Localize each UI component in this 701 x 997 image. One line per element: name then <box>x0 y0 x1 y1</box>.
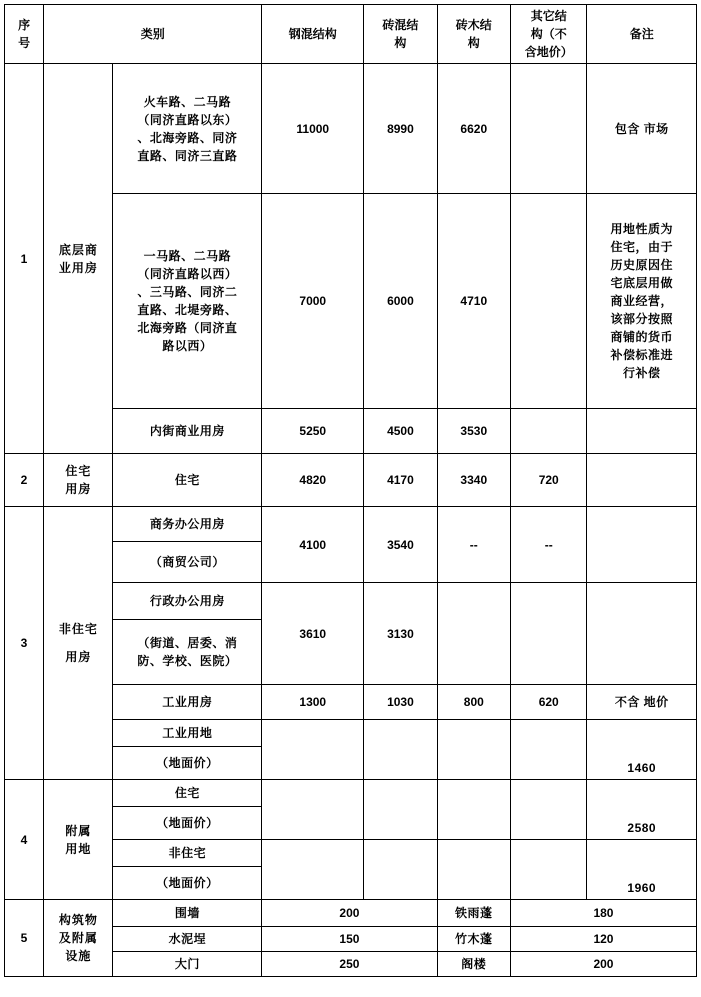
row-item-name: 住宅 <box>113 454 262 507</box>
row-brick-concrete: 6000 <box>364 194 437 409</box>
row-steel-concrete: 1300 <box>262 685 364 720</box>
row-steel-concrete: 3610 <box>262 583 364 685</box>
row-item-name: 铁雨蓬 <box>437 900 510 927</box>
row-remark: 不含 地价 <box>587 685 697 720</box>
row-remark: 1960 <box>587 840 697 900</box>
row-brick-wood <box>437 583 510 685</box>
row-item-name: 工业用房 <box>113 685 262 720</box>
row-remark <box>587 409 697 454</box>
row-item-name: 围墙 <box>113 900 262 927</box>
row-remark: 用地性质为 住宅，由于 历史原因住 宅底层用做 商业经营， 该部分按照 商铺的货币 补偿标准进 行补偿 <box>587 194 697 409</box>
row-seq-3: 3 <box>5 507 44 780</box>
row-seq-5: 5 <box>5 900 44 977</box>
row-brick-wood <box>437 720 510 780</box>
row-steel-concrete: 7000 <box>262 194 364 409</box>
row-brick-wood <box>437 780 510 840</box>
row-item-name: （商贸公司） <box>113 542 262 583</box>
row-item-value: 200 <box>262 900 437 927</box>
row-brick-wood: 4710 <box>437 194 510 409</box>
row-other <box>510 720 587 780</box>
row-seq-4: 4 <box>5 780 44 900</box>
row-other: 620 <box>510 685 587 720</box>
row-item-value: 180 <box>510 900 696 927</box>
row-steel-concrete: 5250 <box>262 409 364 454</box>
header-steel-concrete: 钢混结构 <box>262 5 364 64</box>
row-item-value: 120 <box>510 927 696 952</box>
header-brick-concrete: 砖混结 构 <box>364 5 437 64</box>
row-remark: 2580 <box>587 780 697 840</box>
row-steel-concrete <box>262 720 364 780</box>
row-item-name: 火车路、二马路 （同济直路以东） 、北海旁路、同济 直路、同济三直路 <box>113 64 262 194</box>
row-brick-concrete <box>364 780 437 840</box>
row-category-3: 非住宅 用房 <box>44 507 113 780</box>
table-row <box>5 780 697 840</box>
table-header-row <box>5 5 697 64</box>
table-row <box>5 64 697 194</box>
row-item-name: 大门 <box>113 952 262 977</box>
row-seq-2: 2 <box>5 454 44 507</box>
row-steel-concrete: 11000 <box>262 64 364 194</box>
row-brick-wood <box>437 840 510 900</box>
header-remark: 备注 <box>587 5 697 64</box>
row-category-4: 附属 用地 <box>44 780 113 900</box>
row-seq-1: 1 <box>5 64 44 454</box>
row-steel-concrete <box>262 780 364 840</box>
row-remark <box>587 507 697 583</box>
row-item-name: 水泥埕 <box>113 927 262 952</box>
row-brick-concrete <box>364 840 437 900</box>
row-item-name: 工业用地 （地面价） <box>113 720 262 780</box>
row-brick-wood: -- <box>437 507 510 583</box>
row-other <box>510 194 587 409</box>
table-row <box>5 900 697 927</box>
row-steel-concrete: 4820 <box>262 454 364 507</box>
compensation-table <box>4 4 697 977</box>
row-other <box>510 583 587 685</box>
row-item-value: 200 <box>510 952 696 977</box>
row-brick-wood: 6620 <box>437 64 510 194</box>
row-item-name: 行政办公用房 <box>113 583 262 620</box>
row-other <box>510 840 587 900</box>
row-brick-concrete: 1030 <box>364 685 437 720</box>
row-remark: 1460 <box>587 720 697 780</box>
row-category-1: 底层商 业用房 <box>44 64 113 454</box>
row-item-value: 250 <box>262 952 437 977</box>
header-seq-line1: 序 <box>18 18 31 32</box>
row-item-name: 竹木蓬 <box>437 927 510 952</box>
row-brick-wood: 800 <box>437 685 510 720</box>
row-remark <box>587 454 697 507</box>
row-brick-concrete: 3540 <box>364 507 437 583</box>
row-other: 720 <box>510 454 587 507</box>
row-category-2: 住宅 用房 <box>44 454 113 507</box>
row-brick-concrete: 4500 <box>364 409 437 454</box>
row-item-name: 商务办公用房 <box>113 507 262 542</box>
row-other: -- <box>510 507 587 583</box>
header-category: 类别 <box>44 5 262 64</box>
row-brick-concrete <box>364 720 437 780</box>
row-other <box>510 409 587 454</box>
row-item-name: （街道、居委、消 防、学校、医院） <box>113 620 262 685</box>
row-brick-concrete: 8990 <box>364 64 437 194</box>
row-item-name: 内街商业用房 <box>113 409 262 454</box>
row-item-name: 非住宅 （地面价） <box>113 840 262 900</box>
row-steel-concrete: 4100 <box>262 507 364 583</box>
header-seq-line2: 号 <box>18 36 31 50</box>
row-brick-wood: 3340 <box>437 454 510 507</box>
header-seq <box>5 5 44 64</box>
row-brick-concrete: 4170 <box>364 454 437 507</box>
header-other: 其它结 构（不 含地价） <box>510 5 587 64</box>
row-item-name: 阁楼 <box>437 952 510 977</box>
row-steel-concrete <box>262 840 364 900</box>
row-other <box>510 64 587 194</box>
row-item-value: 150 <box>262 927 437 952</box>
table-row <box>5 454 697 507</box>
row-remark <box>587 583 697 685</box>
table-row <box>5 507 697 542</box>
row-category-5: 构筑物 及附属 设施 <box>44 900 113 977</box>
row-item-name: 一马路、二马路 （同济直路以西） 、三马路、同济二 直路、北堤旁路、 北海旁路（同济直 路以西） <box>113 194 262 409</box>
header-brick-wood: 砖木结 构 <box>437 5 510 64</box>
row-item-name: 住宅 （地面价） <box>113 780 262 840</box>
row-remark: 包含 市场 <box>587 64 697 194</box>
row-brick-concrete: 3130 <box>364 583 437 685</box>
row-brick-wood: 3530 <box>437 409 510 454</box>
row-other <box>510 780 587 840</box>
